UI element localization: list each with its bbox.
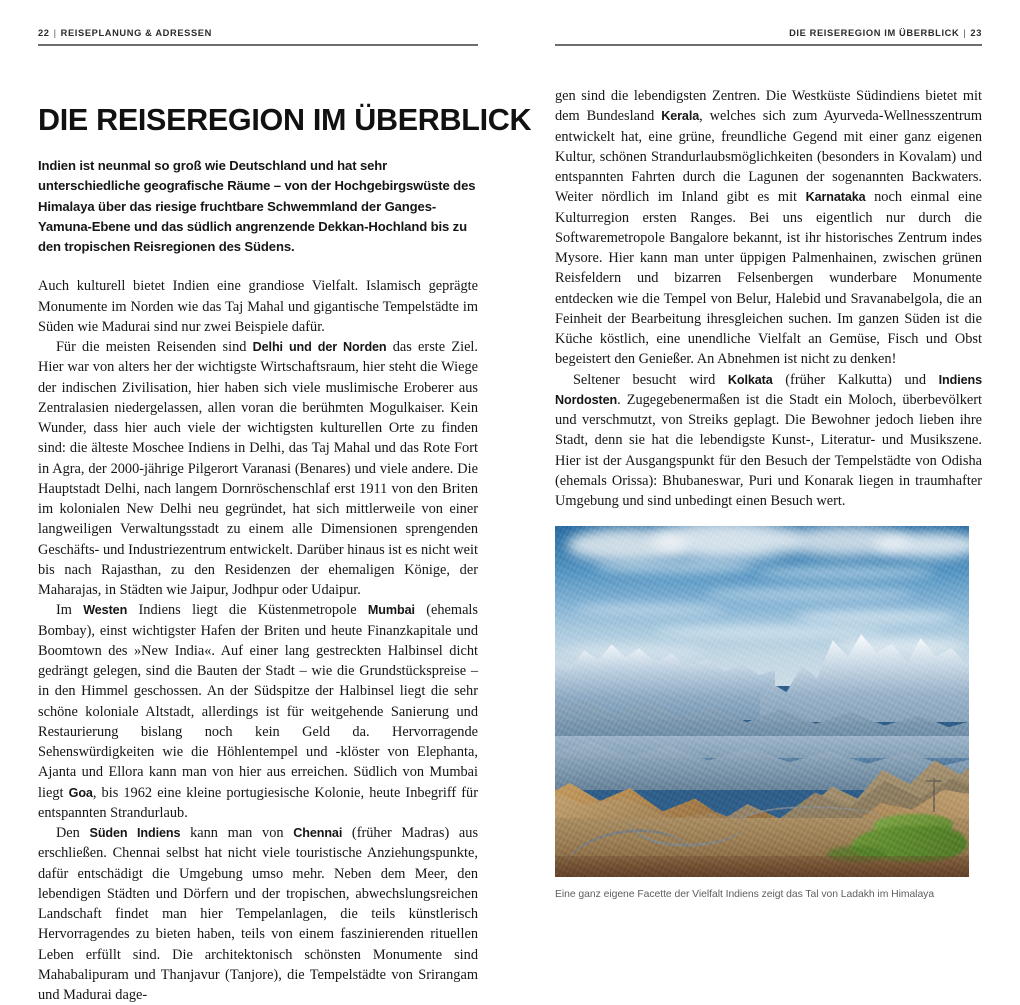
body-text-run: Indiens liegt die Küstenmetropole: [127, 602, 368, 619]
running-head-rule-right: [555, 44, 982, 46]
body-text-run: noch einmal eine Kulturregion ersten Ranges. Bei uns eigentlich nur durch die Softwaremetropole Bangalore bekannt, ist ihr historisches Zentrum indes Mysore. Hier kann man unter üppigen Palmenhainen, zwischen grünen Reisfeldern und bizarren Felsenbergen wunderbare Monumente entdecken wie die Tempel von Belur, Halebid und Sravanabelgola, die an Feinheit der Bearbeitung ihresgleichen suchen. Im ganzen Süden ist die Küche köstlich, eine unendliche Vielfalt an Gemüse, Fisch und Obst begeistert den Genießer. An Abnehmen ist nicht zu denken!: [555, 189, 982, 368]
running-head-right: [555, 0, 982, 62]
body-text-run: Seltener besucht wird: [572, 371, 728, 388]
valley-haze: [555, 736, 969, 788]
body-text-run: (früher Kalkutta) und: [772, 371, 939, 388]
ladakh-valley-himalaya-photo: [555, 526, 969, 877]
keyword-highlight: Goa: [68, 785, 93, 800]
right-page: [510, 0, 1020, 901]
section-name-right: DIE REISEREGION IM ÜBERBLICK: [789, 28, 960, 38]
body-text-run: , bis 1962 eine kleine portugiesische Kolonie, heute Inbegriff für entspannten Strandurlaub.: [38, 784, 478, 821]
body-text-run: Auch kulturell bietet Indien eine grandiose Vielfalt. Islamisch geprägte Monumente im Norden wie das Taj Mahal und gigantische Tempelstädte im Süden wie Madurai sind nur zwei Beispiele dafür.: [38, 278, 478, 335]
body-paragraph: [38, 600, 478, 823]
keyword-highlight: Kolkata: [727, 372, 773, 387]
running-head-left: [38, 0, 478, 62]
body-paragraph: [555, 86, 982, 370]
keyword-highlight: Süden Indiens: [89, 826, 181, 841]
body-paragraph: [555, 370, 982, 512]
running-head-right-text: [555, 28, 982, 39]
running-head-separator-right: |: [963, 28, 967, 38]
figure-caption: Eine ganz eigene Facette der Vielfalt Indiens zeigt das Tal von Ladakh im Himalaya: [555, 889, 935, 901]
body-text-run: , welches sich zum Ayurveda-Wellnesszentrum entwickelt hat, eine grüne, freundliche Gegend mit einer ganz eigenen Kultur, schönen Strandurlaubsmöglichkeiten (besonders in Kovalam) und entspannten Fahrten durch die Lagunen der sogenannten Backwaters. Weiter nördlich im Inland gibt es mit: [555, 108, 982, 206]
running-head-left-text: [38, 28, 478, 39]
body-paragraph: [38, 823, 478, 1005]
section-name-left: REISEPLANUNG & ADRESSEN: [60, 28, 212, 38]
body-text-run: Im: [55, 602, 84, 619]
running-head-rule-left: [38, 44, 478, 46]
body-text-run: (früher Madras) aus erschließen. Chennai selbst hat nicht viele touristische Anziehungspunkte, dafür entschädigt die Umgebung umso mehr. Neben dem Meer, den lebendigen Städten und Dörfern und der tropischen, abwechslungsreichen Landschaft findet man hier Tempelanlagen, die teils künstlerisch Hervorragendes zu bieten haben, teils von einem faszinierenden rituellen Leben erfüllt sind. Die architektonisch schönsten Monumente sind Mahabalipuram und Thanjavur (Tanjore), die Tempelstädte von Srirangam und Madurai dage-: [38, 825, 479, 1004]
keyword-highlight: Delhi und der Norden: [252, 340, 387, 355]
body-text-run: das erste Ziel. Hier war von alters her der wichtigste Wirtschaftsraum, hier steht die Wiege der indischen Zivilisation, hier haben sich viele muslimische Eroberer aus Zentralasien niedergelassen, allen voran die berühmten Mogulkaiser. Kein Wunder, dass hier auch viele der wichtigsten kulturellen Orte zu finden sind: die älteste Moschee Indiens in Delhi, das Taj Mahal und das Rote Fort in Agra, der 2000-jährige Pilgerort Varanasi (Benares) und viele andere. Die Hauptstadt Delhi, nach langem Dornröschenschlaf erst 1911 von den Briten im kolonialen New Delhi neu gegründet, hat sich mittlerweile von einer langweiligen Verwaltungsstadt zu einem alle Dimensionen sprengenden Geschäfts- und Industriezentrum entwickelt. Darüber hinaus ist es nicht weit bis nach Rajasthan, zu den Residenzen der ehemaligen Könige, der Maharajas, in Städten wie Jaipur, Jodhpur oder Udaipur.: [38, 339, 479, 599]
power-pylon: [929, 778, 939, 812]
keyword-highlight: Mumbai: [367, 603, 415, 618]
running-head-separator-left: |: [53, 28, 57, 38]
body-text-run: Den: [55, 825, 90, 842]
left-column-body: [38, 276, 478, 1005]
body-text-run: (ehemals Bombay), einst wichtigster Hafen der Briten und heute Finanzkapitale und Boomtown des »New India«. Auf einer lang gestreckten Halbinsel dicht gedrängt gelegen, sind die Bauten der Stadt – wie die Grundstückspreise – in den Himmel geschossen. An der Südspitze der Halbinsel liegt die sehr schöne koloniale Altstadt, allerdings ist für weitgehende Sanierung und Restaurierung bislang noch kein Geld da. Hervorragende Sehenswürdigkeiten wie die Höhlentempel und -klöster von Elephanta, Ajanta und Ellora kann man von hier aus erreichen. Südlich von Mumbai liegt: [38, 602, 478, 801]
body-text-run: kann man von: [180, 825, 294, 842]
body-paragraph: [38, 337, 478, 600]
right-column-body: [555, 62, 982, 511]
figure-ladakh: [555, 526, 969, 902]
keyword-highlight: Karnataka: [805, 190, 866, 205]
page-title: DIE REISEREGION IM ÜBERBLICK: [38, 103, 532, 137]
foreground-shadow: [555, 856, 969, 877]
keyword-highlight: Westen: [83, 603, 128, 618]
keyword-highlight: Kerala: [661, 109, 700, 124]
lead-paragraph: Indien ist neunmal so groß wie Deutschland und hat sehr unterschiedliche geografische Räume – von der Hochgebirgswüste des Himalaya über das riesige fruchtbare Schwemmland der Ganges-Yamuna-Ebene und das südlich angrenzende Dekkan-Hochland bis zu den tropischen Reisregionen des Südens.: [38, 158, 476, 255]
body-text-run: . Zugegebenermaßen ist die Stadt ein Moloch, überbevölkert und verschmutzt, von Streiks geplagt. Die Bewohner jedoch lieben ihre Stadt, denn sie hat die lebendigste Kunst-, Literatur- und Musikszene. Hier ist der Ausgangspunkt für den Besuch der Tempelstädte von Odisha (ehemals Orissa): Bhubaneswar, Puri und Konarak liegen in traumhafter Umgebung und sind unbedingt einen Besuch wert.: [555, 391, 982, 509]
body-paragraph: [38, 276, 478, 337]
body-text-run: Für die meisten Reisenden sind: [55, 339, 253, 356]
keyword-highlight: Indiens Nordosten: [555, 372, 982, 407]
page-number-left: 22: [38, 28, 50, 38]
keyword-highlight: Chennai: [293, 826, 343, 841]
body-text-run: gen sind die lebendigsten Zentren. Die Westküste Südindiens bietet mit dem Bundesland: [555, 88, 982, 125]
page-number-right: 23: [970, 28, 982, 38]
